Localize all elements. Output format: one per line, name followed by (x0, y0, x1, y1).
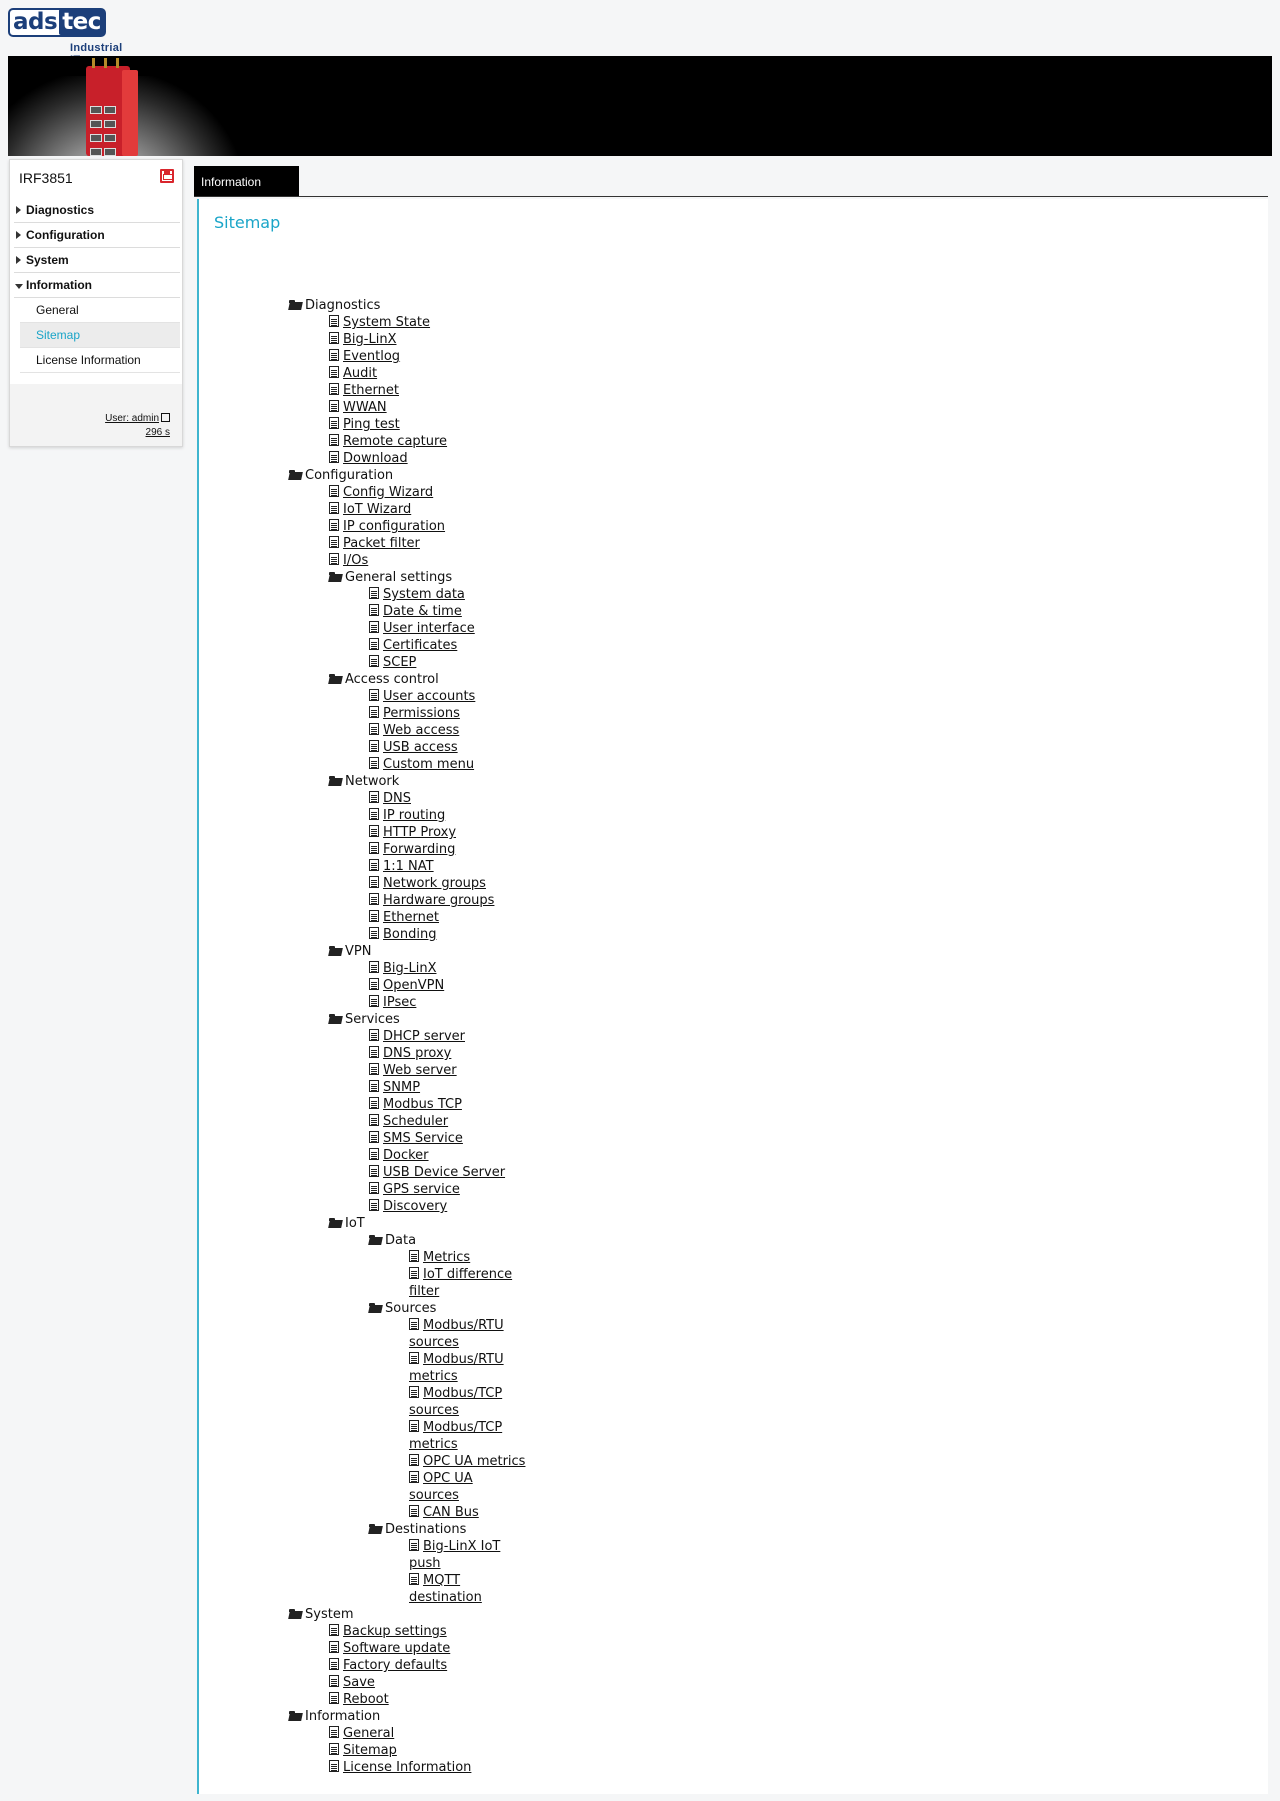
sitemap-link[interactable]: Web server (383, 1063, 457, 1078)
sitemap-link-big-linx-iot-push (409, 1538, 500, 1555)
sitemap-link[interactable]: Bonding (383, 927, 437, 942)
sitemap-folder-label: General settings (345, 570, 453, 585)
sitemap-link[interactable]: sources (409, 1403, 459, 1418)
document-icon (369, 740, 379, 752)
document-icon (369, 961, 379, 973)
sitemap-link[interactable]: Custom menu (383, 757, 475, 772)
sitemap-link[interactable]: DHCP server (383, 1029, 465, 1044)
sitemap-link-modbus-tcp-metrics (409, 1419, 502, 1436)
sitemap-link[interactable]: DNS (383, 791, 411, 806)
document-icon (369, 638, 379, 650)
document-icon (329, 400, 339, 412)
sidebar-item-label: Diagnostics (26, 203, 95, 217)
logo-text-b: tec (59, 9, 104, 35)
sitemap-link-big-linx (369, 960, 436, 977)
document-icon (369, 706, 379, 718)
sitemap-link[interactable]: Ethernet (383, 910, 439, 925)
sitemap-link-openvpn (369, 977, 444, 994)
sitemap-folder-label: IoT (345, 1216, 365, 1231)
sitemap-link[interactable]: GPS service (383, 1182, 460, 1197)
sitemap-link-web-access (369, 722, 459, 739)
router-device-image (78, 66, 142, 156)
sitemap-link-discovery (369, 1198, 447, 1215)
sitemap-folder-information (289, 1708, 380, 1725)
sitemap-link[interactable]: SNMP (383, 1080, 421, 1095)
document-icon (369, 876, 379, 888)
sidebar-item-diagnostics[interactable] (14, 198, 180, 223)
sitemap-link[interactable]: Eventlog (343, 349, 401, 364)
sitemap-link-continuation (409, 1334, 459, 1351)
sitemap-link[interactable]: Metrics (423, 1250, 471, 1265)
sitemap-link-reboot (329, 1691, 389, 1708)
sitemap-folder-vpn (329, 943, 371, 960)
document-icon (329, 1726, 339, 1738)
sitemap-folder-services (329, 1011, 400, 1028)
sitemap-link[interactable]: SMS Service (383, 1131, 463, 1146)
sitemap-folder-diagnostics (289, 297, 380, 314)
document-icon (409, 1539, 419, 1551)
document-icon (369, 689, 379, 701)
document-icon (369, 757, 379, 769)
sitemap-link[interactable]: IoT difference (423, 1267, 513, 1282)
document-icon (369, 927, 379, 939)
document-icon (369, 655, 379, 667)
sitemap-link[interactable]: filter (409, 1284, 440, 1299)
tab-divider (194, 196, 1268, 197)
document-icon (409, 1318, 419, 1330)
document-icon (369, 587, 379, 599)
sitemap-link[interactable]: Network groups (383, 876, 486, 891)
sitemap-link[interactable]: destination (409, 1590, 482, 1605)
sitemap-link[interactable]: IPsec (383, 995, 417, 1010)
sitemap-link[interactable]: DNS proxy (383, 1046, 452, 1061)
sitemap-folder-label: Network (345, 774, 400, 789)
sidebar (9, 159, 183, 447)
sitemap-link-mqtt-destination (409, 1572, 460, 1589)
sitemap-link-i-os (329, 552, 368, 569)
sitemap-link[interactable]: sources (409, 1488, 459, 1503)
folder-open-icon (369, 1524, 382, 1534)
sitemap-link[interactable]: General (343, 1726, 395, 1741)
sitemap-folder-label: System (305, 1607, 354, 1622)
sitemap-link[interactable]: Remote capture (343, 434, 448, 449)
document-icon (409, 1352, 419, 1364)
triangle-right-icon (16, 231, 21, 239)
sitemap-link[interactable]: Download (343, 451, 408, 466)
document-icon (369, 1114, 379, 1126)
folder-open-icon (329, 776, 342, 786)
sitemap-link-sms-service (369, 1130, 463, 1147)
triangle-right-icon (16, 206, 21, 214)
sitemap-link[interactable]: Config Wizard (343, 485, 434, 500)
sidebar-item-information[interactable] (14, 273, 180, 298)
sitemap-folder-iot (329, 1215, 365, 1232)
sitemap-link-usb-device-server (369, 1164, 505, 1181)
document-icon (369, 1131, 379, 1143)
sitemap-link[interactable]: push (409, 1556, 441, 1571)
sitemap-link[interactable]: IP routing (383, 808, 446, 823)
sitemap-link-continuation (409, 1487, 459, 1504)
sitemap-link-save (329, 1674, 375, 1691)
sitemap-link-dns-proxy (369, 1045, 451, 1062)
sitemap-link-eventlog (329, 348, 400, 365)
folder-open-icon (289, 1711, 302, 1721)
sitemap-link-opc-ua-metrics (409, 1453, 525, 1470)
session-timer[interactable]: 296 s (145, 427, 170, 438)
document-icon (329, 1675, 339, 1687)
document-icon (369, 978, 379, 990)
document-icon (369, 1165, 379, 1177)
document-icon (369, 621, 379, 633)
sitemap-link-hardware-groups (369, 892, 494, 909)
sidebar-subitem-license-information[interactable]: License Information (20, 348, 180, 373)
document-icon (369, 808, 379, 820)
sitemap-link-audit (329, 365, 377, 382)
folder-open-icon (329, 572, 342, 582)
sitemap-link-remote-capture (329, 433, 447, 450)
sitemap-folder-sources (369, 1300, 436, 1317)
sitemap-folder-label: Data (385, 1233, 417, 1248)
document-icon (329, 366, 339, 378)
document-icon (409, 1267, 419, 1279)
sidebar-item-label: Configuration (26, 228, 105, 242)
sitemap-folder-label: Services (345, 1012, 400, 1027)
sitemap-link-wwan (329, 399, 387, 416)
sitemap-link-dhcp-server (369, 1028, 465, 1045)
sitemap-link[interactable]: metrics (409, 1369, 458, 1384)
sitemap-link[interactable]: IoT Wizard (343, 502, 412, 517)
sitemap-folder-label: Sources (385, 1301, 437, 1316)
sitemap-link[interactable]: Audit (343, 366, 378, 381)
folder-open-icon (289, 300, 302, 310)
sitemap-link-license-information (329, 1759, 471, 1776)
document-icon (369, 1097, 379, 1109)
document-icon (329, 1641, 339, 1653)
sitemap-link[interactable]: CAN Bus (423, 1505, 479, 1520)
document-icon (369, 1029, 379, 1041)
tab-information[interactable]: Information (194, 166, 299, 196)
document-icon (329, 1692, 339, 1704)
sitemap-link[interactable]: Scheduler (383, 1114, 449, 1129)
sitemap-link-modbus-rtu-sources (409, 1317, 504, 1334)
sitemap-link[interactable]: Ethernet (343, 383, 399, 398)
main-content (197, 199, 1268, 1794)
save-icon[interactable] (160, 169, 174, 183)
sitemap-link-opc-ua-sources (409, 1470, 473, 1487)
sitemap-link-continuation (409, 1589, 482, 1606)
sitemap-link[interactable]: Factory defaults (343, 1658, 448, 1673)
sitemap-link[interactable]: IP configuration (343, 519, 446, 534)
sidebar-item-system[interactable] (14, 248, 180, 273)
sitemap-link-modbus-tcp (369, 1096, 462, 1113)
sitemap-link[interactable]: Big-LinX (343, 332, 397, 347)
document-icon (329, 315, 339, 327)
sitemap-link-general (329, 1725, 394, 1742)
folder-open-icon (329, 1014, 342, 1024)
sitemap-link-1-1-nat (369, 858, 434, 875)
logout-icon[interactable] (161, 413, 170, 422)
sitemap-link[interactable]: Sitemap (343, 1743, 397, 1758)
sitemap-link[interactable]: USB Device Server (383, 1165, 506, 1180)
sitemap-link[interactable]: User accounts (383, 689, 476, 704)
sitemap-link-ip-routing (369, 807, 445, 824)
logo-text-a: ads (13, 9, 58, 35)
sitemap-folder-data (369, 1232, 416, 1249)
sitemap-link-software-update (329, 1640, 450, 1657)
sitemap-link-scheduler (369, 1113, 448, 1130)
document-icon (369, 604, 379, 616)
sitemap-link-bonding (369, 926, 436, 943)
document-icon (329, 332, 339, 344)
header-banner (8, 56, 1272, 156)
sitemap-link[interactable]: Modbus/TCP (423, 1386, 503, 1401)
sitemap-link-download (329, 450, 408, 467)
sitemap-link-sitemap (329, 1742, 397, 1759)
document-icon (329, 519, 339, 531)
sitemap-link-user-accounts (369, 688, 475, 705)
sitemap-link[interactable]: System data (383, 587, 465, 602)
document-icon (409, 1420, 419, 1432)
sidebar-item-label: Information (26, 278, 92, 292)
sitemap-tree (199, 199, 1199, 1794)
sitemap-link[interactable]: Modbus/RTU (423, 1352, 504, 1367)
sitemap-link[interactable]: License Information (343, 1760, 472, 1775)
document-icon (369, 791, 379, 803)
document-icon (329, 434, 339, 446)
sitemap-link[interactable]: OpenVPN (383, 978, 445, 993)
sitemap-link-ethernet (369, 909, 439, 926)
sitemap-link-system-state (329, 314, 430, 331)
sidebar-subitem-sitemap[interactable]: Sitemap (20, 323, 180, 348)
sitemap-link[interactable]: Certificates (383, 638, 458, 653)
sitemap-link-factory-defaults (329, 1657, 447, 1674)
sitemap-link-forwarding (369, 841, 455, 858)
sitemap-link[interactable]: sources (409, 1335, 459, 1350)
document-icon (409, 1386, 419, 1398)
sitemap-link-ping-test (329, 416, 400, 433)
sitemap-folder-label: Access control (345, 672, 439, 687)
sitemap-link[interactable]: System State (343, 315, 431, 330)
sitemap-folder-system (289, 1606, 353, 1623)
sitemap-link[interactable]: Big-LinX IoT (423, 1539, 501, 1554)
sitemap-link-system-data (369, 586, 465, 603)
sitemap-link[interactable]: Packet filter (343, 536, 420, 551)
sitemap-link-iot-difference-filter (409, 1266, 512, 1283)
document-icon (409, 1573, 419, 1585)
sitemap-link-http-proxy (369, 824, 456, 841)
user-logout-link[interactable] (105, 412, 170, 424)
sitemap-folder-destinations (369, 1521, 466, 1538)
sitemap-link-modbus-tcp-sources (409, 1385, 502, 1402)
sitemap-link-continuation (409, 1368, 458, 1385)
page-title: Sitemap (214, 213, 281, 232)
folder-open-icon (369, 1235, 382, 1245)
sitemap-link-config-wizard (329, 484, 433, 501)
sitemap-link-continuation (409, 1283, 439, 1300)
document-icon (369, 1148, 379, 1160)
document-icon (369, 1182, 379, 1194)
sitemap-link-gps-service (369, 1181, 460, 1198)
sitemap-link-backup-settings (329, 1623, 447, 1640)
sitemap-link[interactable]: USB access (383, 740, 458, 755)
document-icon (369, 995, 379, 1007)
document-icon (369, 1080, 379, 1092)
document-icon (329, 536, 339, 548)
sitemap-link[interactable]: WWAN (343, 400, 387, 415)
document-icon (329, 1760, 339, 1772)
document-icon (329, 1658, 339, 1670)
sitemap-link[interactable]: OPC UA (423, 1471, 473, 1486)
document-icon (329, 1743, 339, 1755)
folder-open-icon (329, 1218, 342, 1228)
sidebar-item-configuration[interactable] (14, 223, 180, 248)
folder-open-icon (369, 1303, 382, 1313)
sitemap-link-packet-filter (329, 535, 420, 552)
sitemap-link-modbus-rtu-metrics (409, 1351, 504, 1368)
sitemap-link[interactable]: OPC UA metrics (423, 1454, 526, 1469)
document-icon (369, 1046, 379, 1058)
sitemap-link-user-interface (369, 620, 475, 637)
sitemap-link[interactable]: I/Os (343, 553, 369, 568)
sitemap-link-dns (369, 790, 411, 807)
sitemap-link[interactable]: Docker (383, 1148, 429, 1163)
sitemap-link-permissions (369, 705, 460, 722)
sitemap-link-web-server (369, 1062, 457, 1079)
adstec-logo (8, 8, 136, 54)
document-icon (409, 1471, 419, 1483)
document-icon (329, 502, 339, 514)
document-icon (369, 842, 379, 854)
document-icon (329, 485, 339, 497)
sitemap-link[interactable]: Modbus/TCP (423, 1420, 503, 1435)
sitemap-link[interactable]: Hardware groups (383, 893, 495, 908)
user-label: User: admin (105, 413, 159, 424)
sitemap-link-docker (369, 1147, 429, 1164)
document-icon (409, 1250, 419, 1262)
sitemap-link-snmp (369, 1079, 420, 1096)
document-icon (409, 1454, 419, 1466)
sitemap-link-iot-wizard (329, 501, 411, 518)
sitemap-folder-access-control (329, 671, 439, 688)
sidebar-nav (14, 198, 180, 373)
sitemap-link-certificates (369, 637, 457, 654)
device-name: IRF3851 (19, 170, 73, 186)
sitemap-link[interactable]: Web access (383, 723, 460, 738)
sitemap-link[interactable]: Modbus/RTU (423, 1318, 504, 1333)
triangle-right-icon (16, 256, 21, 264)
sitemap-link-continuation (409, 1555, 441, 1572)
sitemap-link[interactable]: Backup settings (343, 1624, 447, 1639)
sitemap-folder-label: Diagnostics (305, 298, 381, 313)
sitemap-link[interactable]: 1:1 NAT (383, 859, 434, 874)
sitemap-folder-label: Destinations (385, 1522, 467, 1537)
folder-open-icon (329, 674, 342, 684)
sitemap-link-ethernet (329, 382, 399, 399)
document-icon (329, 553, 339, 565)
sitemap-link[interactable]: Date & time (383, 604, 462, 619)
folder-open-icon (329, 946, 342, 956)
document-icon (329, 349, 339, 361)
logo-wordmark (8, 8, 106, 37)
document-icon (369, 825, 379, 837)
sitemap-link[interactable]: Save (343, 1675, 375, 1690)
sitemap-folder-label: Configuration (305, 468, 394, 483)
sitemap-link[interactable]: MQTT (423, 1573, 461, 1588)
sitemap-link-ip-configuration (329, 518, 445, 535)
sitemap-link[interactable]: SCEP (383, 655, 417, 670)
sitemap-link-usb-access (369, 739, 458, 756)
logo-tagline: Industrial (70, 42, 123, 54)
sitemap-link[interactable]: Modbus TCP (383, 1097, 462, 1112)
sitemap-link-big-linx (329, 331, 396, 348)
folder-open-icon (289, 470, 302, 480)
sitemap-folder-general-settings (329, 569, 452, 586)
sitemap-link-continuation (409, 1436, 458, 1453)
sitemap-link[interactable]: Forwarding (383, 842, 456, 857)
sitemap-link[interactable]: HTTP Proxy (383, 825, 457, 840)
sitemap-folder-label: VPN (345, 944, 372, 959)
sitemap-link-can-bus (409, 1504, 479, 1521)
document-icon (329, 1624, 339, 1636)
document-icon (329, 383, 339, 395)
sitemap-link-network-groups (369, 875, 486, 892)
sitemap-link[interactable]: Big-LinX (383, 961, 437, 976)
sitemap-link-continuation (409, 1402, 459, 1419)
sitemap-link[interactable]: Software update (343, 1641, 451, 1656)
sitemap-link[interactable]: Reboot (343, 1692, 389, 1707)
folder-open-icon (289, 1609, 302, 1619)
sidebar-footer (10, 384, 182, 446)
document-icon (369, 1063, 379, 1075)
sitemap-link-metrics (409, 1249, 470, 1266)
document-icon (369, 859, 379, 871)
document-icon (329, 417, 339, 429)
sitemap-link[interactable]: Ping test (343, 417, 400, 432)
sitemap-link-date-time (369, 603, 462, 620)
sitemap-link-scep (369, 654, 416, 671)
document-icon (369, 1199, 379, 1211)
document-icon (369, 723, 379, 735)
document-icon (369, 910, 379, 922)
document-icon (369, 893, 379, 905)
sitemap-link[interactable]: metrics (409, 1437, 458, 1452)
document-icon (329, 451, 339, 463)
sitemap-link[interactable]: Discovery (383, 1199, 448, 1214)
sitemap-link[interactable]: User interface (383, 621, 475, 636)
sidebar-item-label: System (26, 253, 69, 267)
sitemap-link-custom-menu (369, 756, 474, 773)
triangle-down-icon (15, 284, 23, 289)
sitemap-folder-configuration (289, 467, 393, 484)
document-icon (409, 1505, 419, 1517)
sidebar-subitem-general[interactable]: General (20, 298, 180, 323)
sitemap-link-ipsec (369, 994, 416, 1011)
sitemap-folder-network (329, 773, 399, 790)
sitemap-link[interactable]: Permissions (383, 706, 460, 721)
sitemap-folder-label: Information (305, 1709, 381, 1724)
